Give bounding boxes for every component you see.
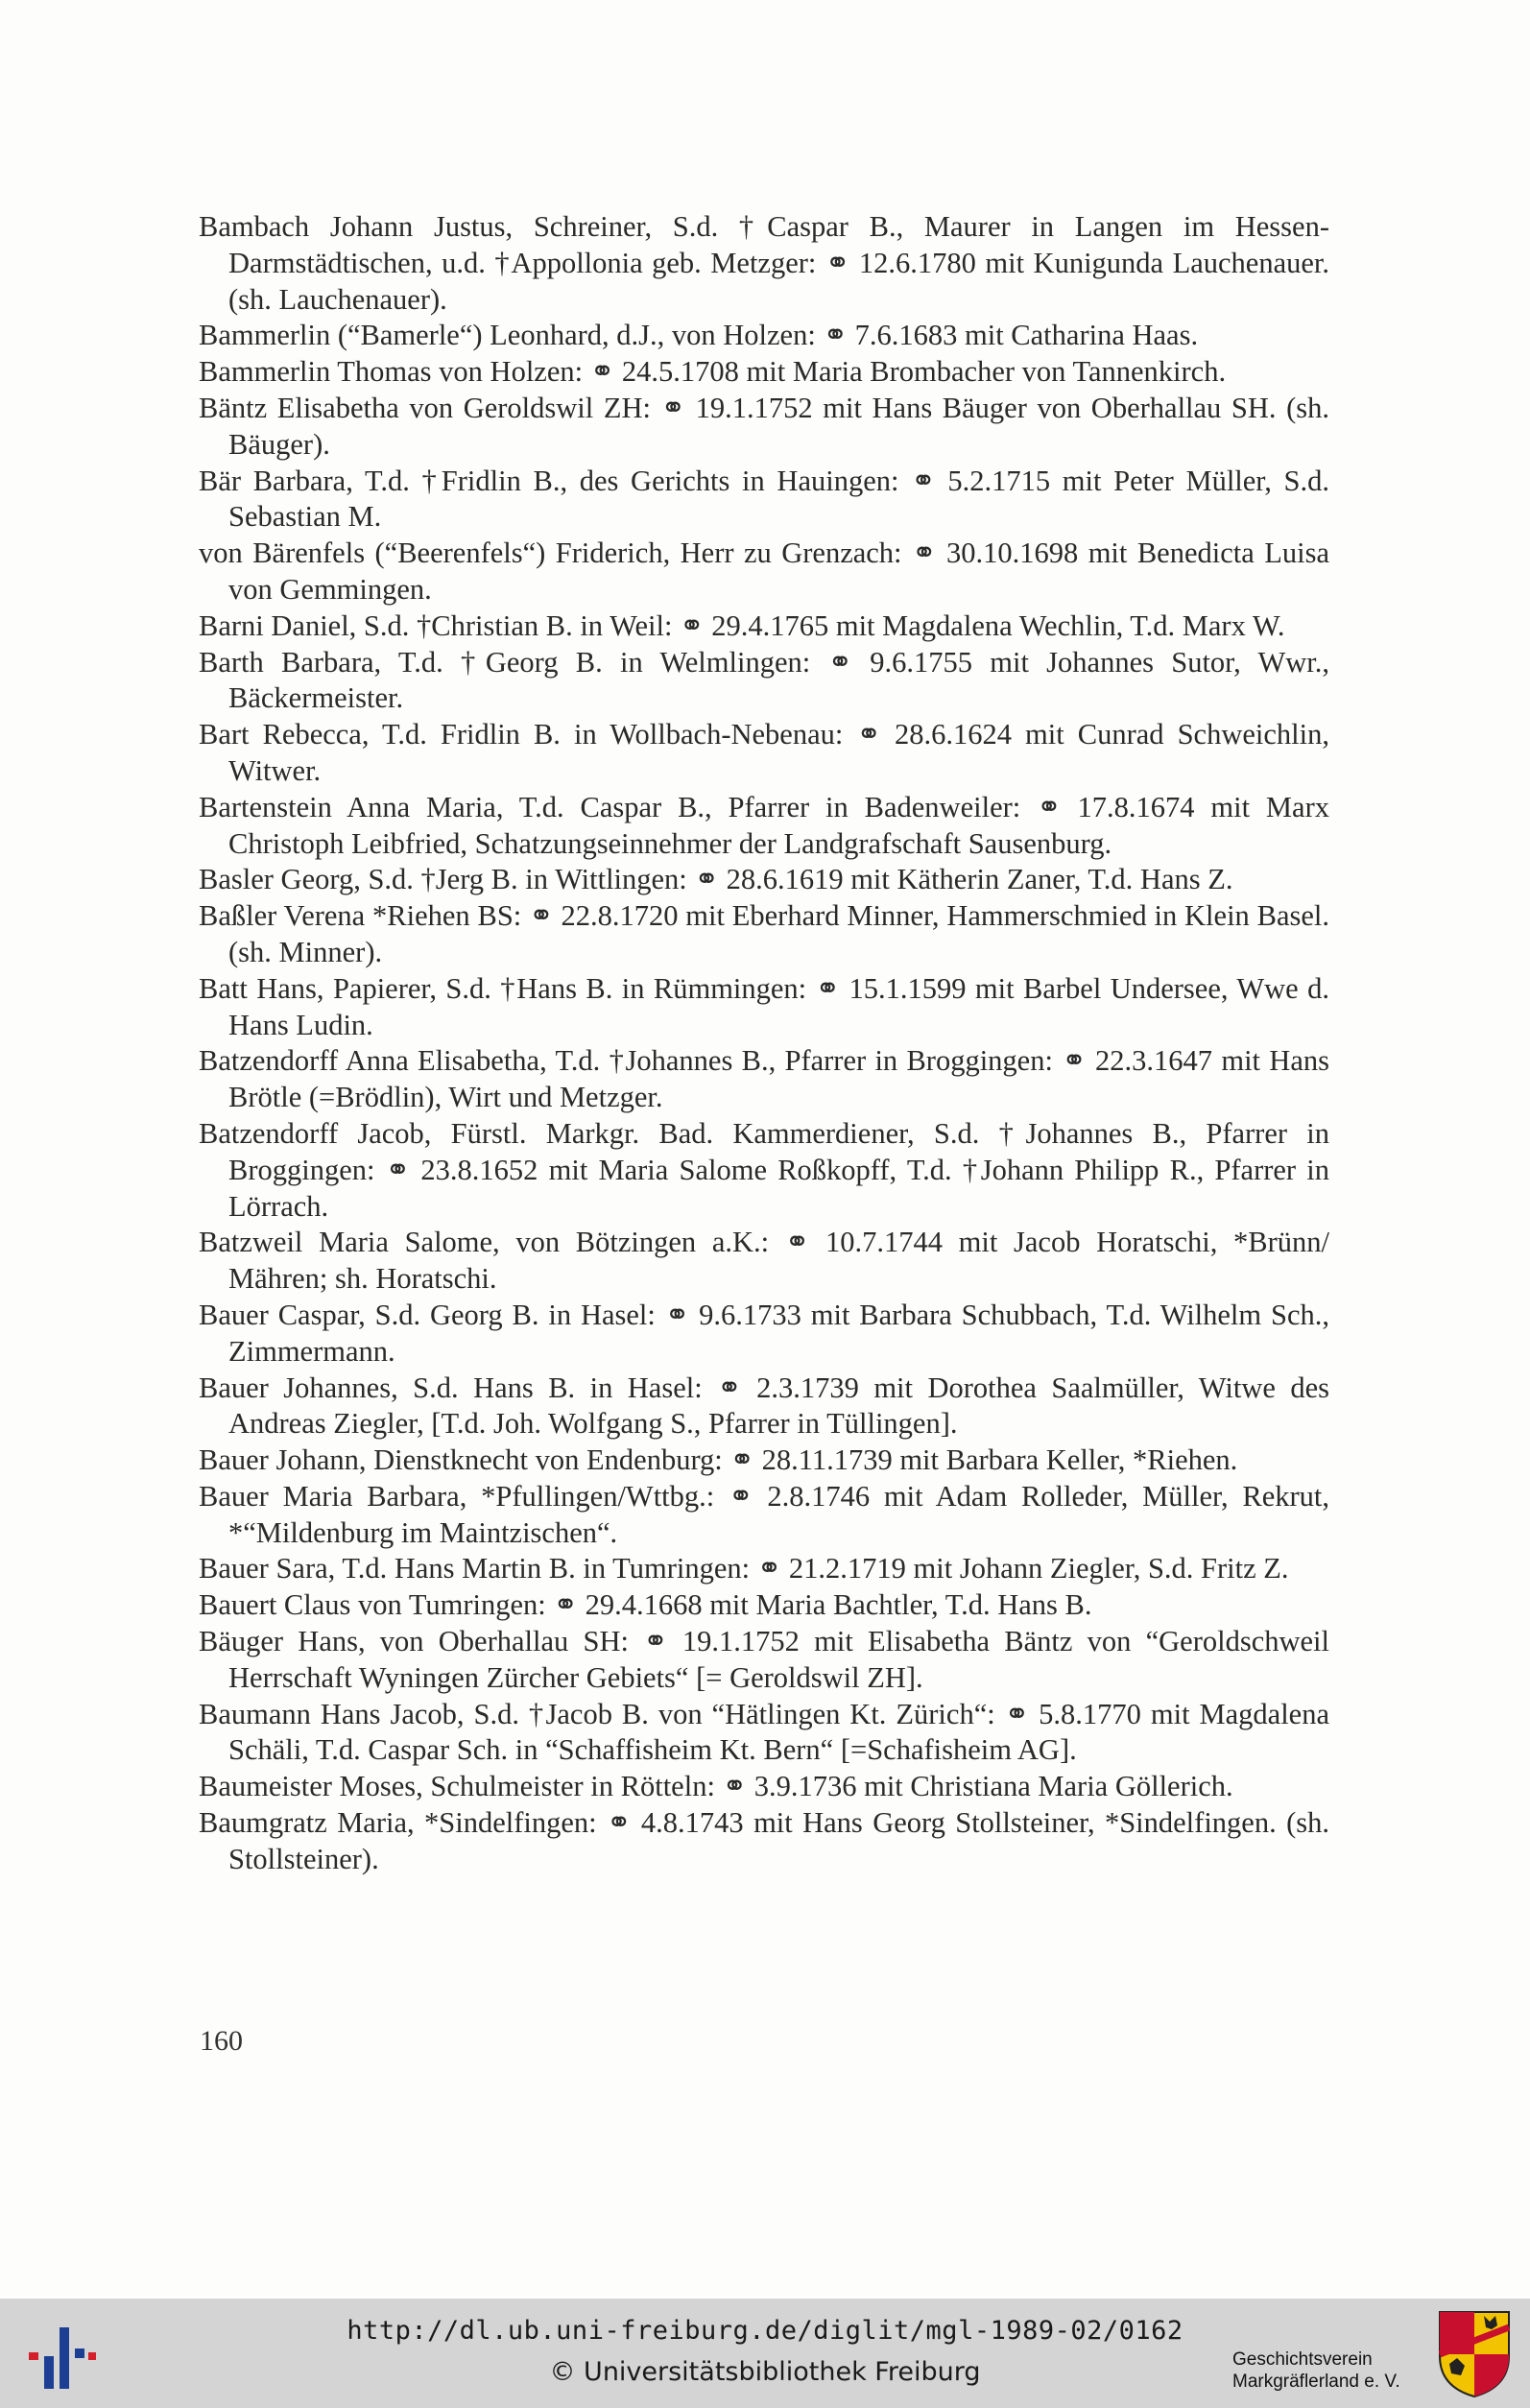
register-entry: Bäntz Elisabetha von Geroldswil ZH: ⚭ 19.1.1752 mit Hans Bäuger von Oberhallau SH. (sh. Bäuger).	[199, 391, 1329, 461]
register-entry: Bauer Maria Barbara, *Pfullingen/Wttbg.: ⚭ 2.8.1746 mit Adam Rolleder, Müller, Rekrut, *“Mildenburg im Maintzischen“.	[199, 1479, 1329, 1549]
register-entry: von Bärenfels (“Beerenfels“) Friderich, Herr zu Grenzach: ⚭ 30.10.1698 mit Benedicta Luisa von Gemmingen.	[199, 536, 1329, 606]
register-entry: Bäuger Hans, von Oberhallau SH: ⚭ 19.1.1752 mit Elisabetha Bäntz von “Geroldschweil Herrschaft Wyningen Zürcher Gebiets“ [= Geroldswil ZH].	[199, 1625, 1329, 1694]
register-entry: Basler Georg, S.d. †Jerg B. in Wittlingen: ⚭ 28.6.1619 mit Kätherin Zaner, T.d. Hans Z.	[199, 863, 1233, 896]
society-name	[1232, 2348, 1400, 2393]
register-entry: Bambach Johann Justus, Schreiner, S.d. †Caspar B., Maurer in Langen im Hessen-Darmstädtischen, u.d. †Appollonia geb. Metzger: ⚭ 12.6.1780 mit Kunigunda Lauchenauer. (sh. Lauchenauer).	[199, 210, 1329, 316]
register-entry: Bär Barbara, T.d. †Fridlin B., des Gerichts in Hauingen: ⚭ 5.2.1715 mit Peter Müller, S.d. Sebastian M.	[199, 464, 1329, 534]
viewer-footer	[0, 2299, 1530, 2408]
register-entry: Batt Hans, Papierer, S.d. †Hans B. in Rümmingen: ⚭ 15.1.1599 mit Barbel Undersee, Wwe d. Hans Ludin.	[199, 971, 1329, 1041]
society-name-line: Markgräflerland e. V.	[1232, 2372, 1400, 2392]
register-entry: Batzendorff Jacob, Fürstl. Markgr. Bad. Kammerdiener, S.d. †Johannes B., Pfarrer in Broggingen: ⚭ 23.8.1652 mit Maria Salome Roßkopff, T.d. †Johann Philipp R., Pfarrer in Lörrach.	[199, 1116, 1329, 1223]
register-entry: Bammerlin (“Bamerle“) Leonhard, d.J., von Holzen: ⚭ 7.6.1683 mit Catharina Haas.	[199, 319, 1199, 352]
register-entry: Baumann Hans Jacob, S.d. †Jacob B. von “Hätlingen Kt. Zürich“: ⚭ 5.8.1770 mit Magdalena Schäli, T.d. Caspar Sch. in “Schaffisheim Kt. Bern“ [=Schafisheim AG].	[199, 1697, 1329, 1767]
register-entry: Baumeister Moses, Schulmeister in Rötteln: ⚭ 3.9.1736 mit Christiana Maria Göllerich.	[199, 1770, 1233, 1803]
register-entry: Baumgratz Maria, *Sindelfingen: ⚭ 4.8.1743 mit Hans Georg Stollsteiner, *Sindelfingen. (sh. Stollsteiner).	[199, 1806, 1329, 1875]
copyright-notice: © Universitätsbibliothek Freiburg	[549, 2357, 981, 2387]
register-entry: Bauer Sara, T.d. Hans Martin B. in Tumringen: ⚭ 21.2.1719 mit Johann Ziegler, S.d. Fritz Z.	[199, 1552, 1289, 1585]
register-entry: Bammerlin Thomas von Holzen: ⚭ 24.5.1708 mit Maria Brombacher von Tannenkirch.	[199, 355, 1227, 389]
register-entry: Bart Rebecca, T.d. Fridlin B. in Wollbach-Nebenau: ⚭ 28.6.1624 mit Cunrad Schweichlin, Witwer.	[199, 718, 1329, 787]
register-entry: Bauer Johann, Dienstknecht von Endenburg: ⚭ 28.11.1739 mit Barbara Keller, *Riehen.	[199, 1443, 1238, 1477]
register-entry: Baßler Verena *Riehen BS: ⚭ 22.8.1720 mit Eberhard Minner, Hammerschmied in Klein Basel. (sh. Minner).	[199, 899, 1329, 968]
register-entry: Bartenstein Anna Maria, T.d. Caspar B., Pfarrer in Badenweiler: ⚭ 17.8.1674 mit Marx Christoph Leibfried, Schatzungseinnehmer der Landgrafschaft Sausenburg.	[199, 790, 1329, 860]
page-number: 160	[200, 2025, 243, 2057]
document-url-link[interactable]: http://dl.ub.uni-freiburg.de/diglit/mgl-1989-02/0162	[347, 2316, 1183, 2346]
coat-of-arms-icon	[1436, 2308, 1513, 2398]
register-entries	[199, 209, 1329, 1878]
register-entry: Batzweil Maria Salome, von Bötzingen a.K.: ⚭ 10.7.1744 mit Jacob Horatschi, *Brünn/ Mähren; sh. Horatschi.	[199, 1226, 1329, 1296]
register-entry: Barth Barbara, T.d. †Georg B. in Welmlingen: ⚭ 9.6.1755 mit Johannes Sutor, Wwr., Bäckermeister.	[199, 645, 1329, 715]
register-entry: Bauer Johannes, S.d. Hans B. in Hasel: ⚭ 2.3.1739 mit Dorothea Saalmüller, Witwe des Andreas Ziegler, [T.d. Joh. Wolfgang S., Pfarrer in Tüllingen].	[199, 1371, 1329, 1441]
register-entry: Bauert Claus von Tumringen: ⚭ 29.4.1668 mit Maria Bachtler, T.d. Hans B.	[199, 1588, 1092, 1622]
society-name-line: Geschichtsverein	[1232, 2349, 1373, 2370]
register-entry: Barni Daniel, S.d. †Christian B. in Weil: ⚭ 29.4.1765 mit Magdalena Wechlin, T.d. Marx W.	[199, 608, 1285, 642]
register-entry: Bauer Caspar, S.d. Georg B. in Hasel: ⚭ 9.6.1733 mit Barbara Schubbach, T.d. Wilhelm Sch., Zimmermann.	[199, 1298, 1329, 1368]
register-entry: Batzendorff Anna Elisabetha, T.d. †Johannes B., Pfarrer in Broggingen: ⚭ 22.3.1647 mit Hans Brötle (=Brödlin), Wirt und Metzger.	[199, 1044, 1329, 1114]
